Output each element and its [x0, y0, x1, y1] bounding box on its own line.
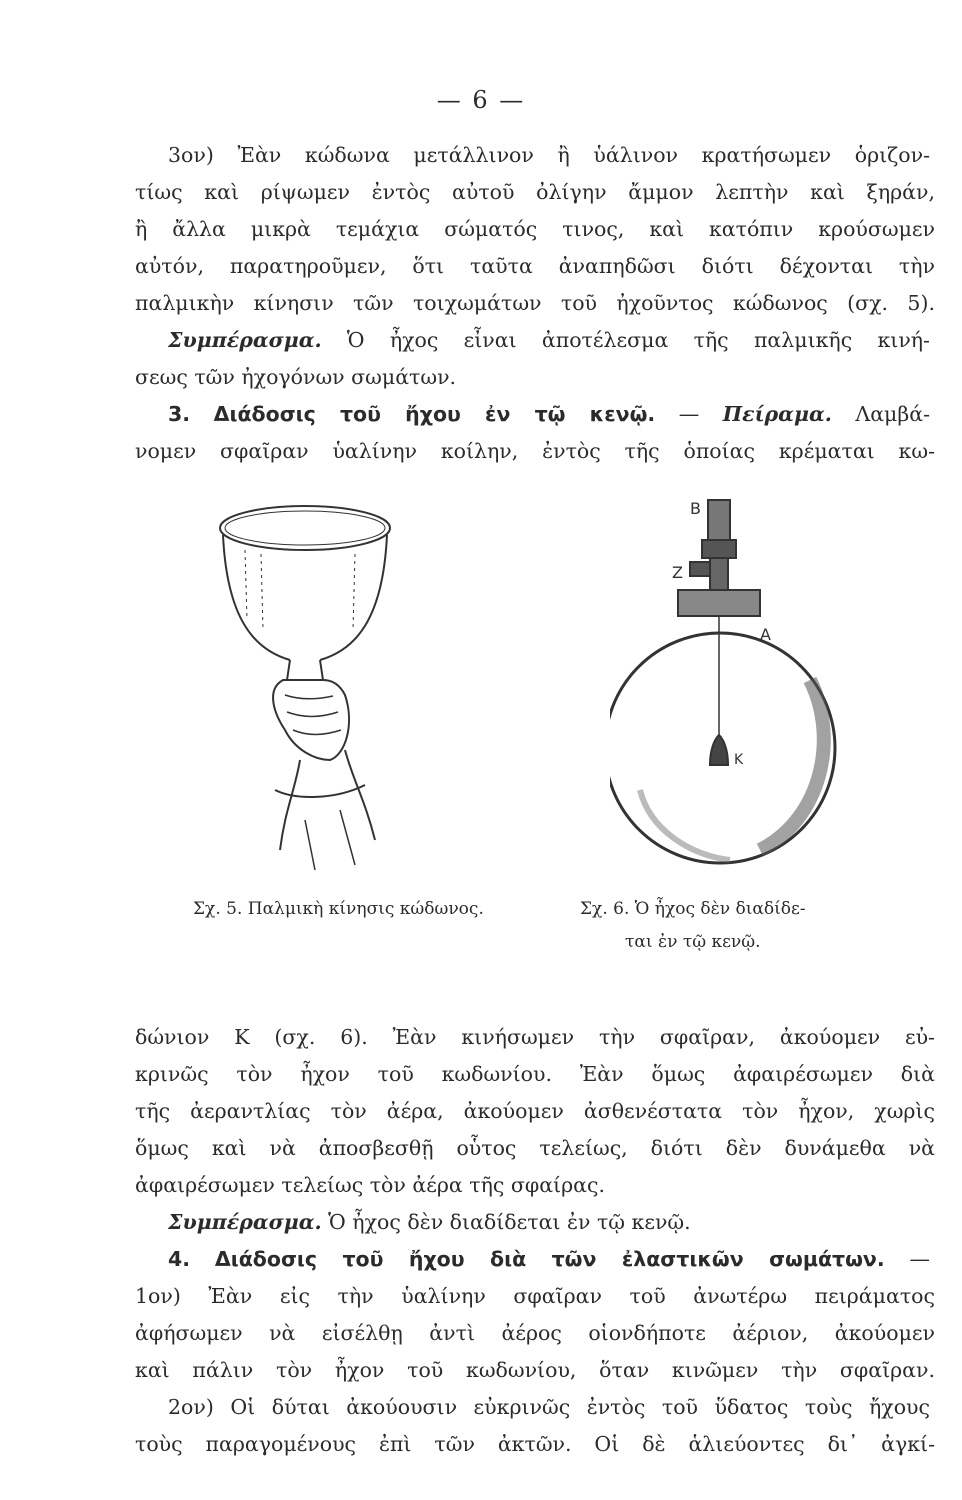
text-line: ἀφήσωμεν νὰ εἰσέλθῃ ἀντὶ ἀέρος οἱονδήποτε ἀέριον, ἀκούομεν — [135, 1321, 935, 1345]
text-line: 2ον) Οἱ δύται ἀκούουσιν εὐκρινῶς ἐντὸς τοῦ ὕδατος τοὺς ἤχους — [168, 1395, 930, 1419]
figure-6-caption-line-2: ται ἐν τῷ κενῷ. — [625, 932, 761, 952]
figure-5-bell-in-hand — [205, 490, 435, 880]
small-bell-k — [710, 735, 728, 765]
text-line: κρινῶς τὸν ἦχον τοῦ κωδωνίου. Ἐὰν ὅμως ἀφαιρέσωμεν διὰ — [135, 1062, 935, 1086]
text-line: νομεν σφαῖραν ὑαλίνην κοίλην, ἐντὸς τῆς ὁποίας κρέμαται κω- — [135, 439, 935, 463]
conclusion-text: Ὁ ἦχος δὲν διαδίδεται ἐν τῷ κενῷ. — [328, 1210, 691, 1234]
conclusion-line — [168, 326, 930, 354]
text-line: δώνιον Κ (σχ. 6). Ἐὰν κινήσωμεν τὴν σφαῖραν, ἀκούομεν εὐ- — [135, 1025, 935, 1049]
section-text: Λαμβά- — [855, 402, 930, 426]
text-line: τῆς ἀεραντλίας τὸν ἀέρα, ἀκούομεν ἀσθενέστατα τὸν ἦχον, χωρὶς — [135, 1099, 935, 1123]
label-k: K — [734, 752, 744, 768]
bell-left-wall — [223, 535, 290, 660]
label-b: B — [690, 499, 701, 518]
conclusion-label: Συμπέρασμα. — [168, 1210, 322, 1234]
text-line: ὅμως καὶ νὰ ἀποσβεσθῇ οὗτος τελείως, διότι δὲν δυνάμεθα νὰ — [135, 1136, 935, 1160]
em-dash: — — [909, 1247, 930, 1271]
text-line: ἀφαιρέσωμεν τελείως τὸν ἀέρα τῆς σφαίρας. — [135, 1173, 605, 1197]
bell-stem — [287, 660, 323, 680]
valve-z — [690, 562, 710, 576]
text-line: 3ον) Ἐὰν κώδωνα μετάλλινον ἢ ὑάλινον κρατήσωμεν ὁριζον- — [168, 143, 930, 167]
neck-fitting — [678, 590, 760, 616]
em-dash: — — [678, 402, 700, 426]
text-line: αὐτόν, παρατηροῦμεν, ὅτι ταῦτα ἀναπηδῶσι διότι δέχονται τὴν — [135, 254, 935, 278]
section-heading-3 — [168, 400, 930, 428]
conclusion-text: Ὁ ἦχος εἶναι ἀποτέλεσμα τῆς παλμικῆς κινή- — [346, 328, 930, 352]
sleeve-outline — [280, 750, 375, 850]
section-title: Διάδοσις τοῦ ἤχου ἐν τῷ κενῷ. — [213, 402, 656, 426]
text-line: τοὺς παραγομένους ἐπὶ τῶν ἀκτῶν. Οἱ δὲ ἁλιεύοντες δι᾽ ἀγκί- — [135, 1432, 935, 1456]
text-line: καὶ πάλιν τὸν ἦχον τοῦ κωδωνίου, ὅταν κινῶμεν τὴν σφαῖραν. — [135, 1358, 935, 1382]
text-line: παλμικὴν κίνησιν τῶν τοιχωμάτων τοῦ ἠχοῦντος κώδωνος (σχ. 5). — [135, 291, 935, 315]
section-heading-4 — [168, 1245, 930, 1273]
text-line: τίως καὶ ρίψωμεν ἐντὸς αὐτοῦ ὀλίγην ἄμμον λεπτὴν καὶ ξηράν, — [135, 180, 935, 204]
section-title: Διάδοσις τοῦ ἤχου διὰ τῶν ἐλαστικῶν σωμάτων. — [214, 1247, 885, 1271]
section-number: 3. — [168, 402, 191, 426]
hand-outline — [273, 680, 349, 760]
conclusion-label: Συμπέρασμα. — [168, 328, 322, 352]
conclusion-line — [168, 1208, 930, 1236]
figure-6-caption-line-1: Σχ. 6. Ὁ ἦχος δὲν διαδίδε- — [580, 899, 806, 919]
figure-6-bell-in-vacuum — [610, 490, 845, 880]
bell-rim — [220, 506, 390, 550]
label-a: A — [760, 625, 771, 644]
text-line: σεως τῶν ἠχογόνων σωμάτων. — [135, 365, 457, 389]
page-number: — 6 — — [436, 86, 526, 114]
section-number: 4. — [168, 1247, 191, 1271]
valve-b — [708, 500, 730, 540]
text-line: 1ον) Ἐὰν εἰς τὴν ὑαλίνην σφαῖραν τοῦ ἀνωτέρω πειράματος — [135, 1284, 935, 1308]
experiment-label: Πείραμα. — [722, 402, 832, 426]
text-line: ἢ ἄλλα μικρὰ τεμάχια σώματός τινος, καὶ κατόπιν κρούσωμεν — [135, 217, 935, 241]
cuff — [275, 785, 365, 797]
figure-5-caption: Σχ. 5. Παλμικὴ κίνησις κώδωνος. — [193, 899, 484, 919]
label-z: Z — [672, 563, 683, 582]
